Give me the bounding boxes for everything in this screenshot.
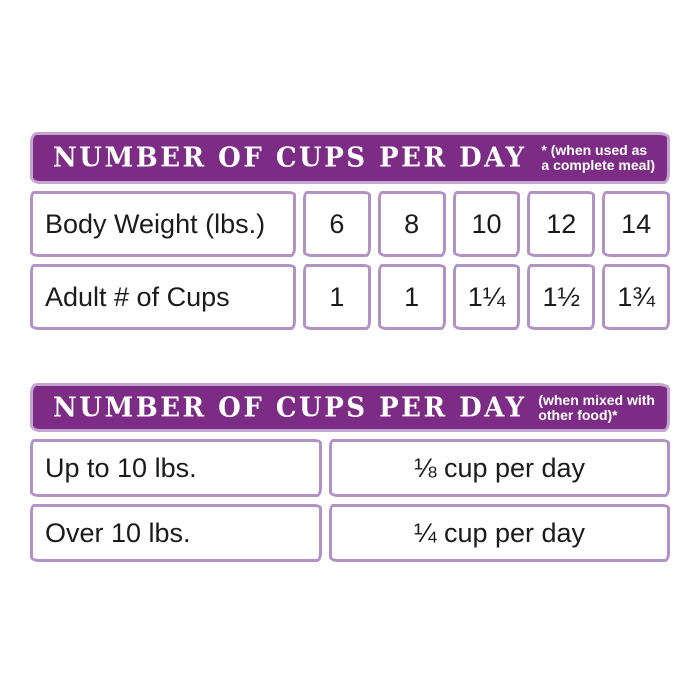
adult-cups-row — [30, 264, 670, 330]
cups-value-cell: 1½ — [527, 264, 595, 330]
table-mixed-food-title: NUMBER OF CUPS PER DAY — [53, 391, 527, 424]
up-to-10-lbs-value-cell: ⅛ cup per day — [329, 439, 670, 497]
over-10-lbs-label-cell: Over 10 lbs. — [30, 504, 322, 562]
cups-value-cell: 1 — [378, 264, 446, 330]
weight-value-cell: 12 — [527, 191, 595, 257]
weight-value-cell: 6 — [303, 191, 371, 257]
cups-value-cell: 1 — [303, 264, 371, 330]
up-to-10-lbs-label-cell: Up to 10 lbs. — [30, 439, 322, 497]
up-to-10-lbs-row — [30, 439, 670, 497]
weight-value-cell: 10 — [453, 191, 521, 257]
note-line-1: (when mixed with — [538, 391, 655, 408]
table-mixed-food — [30, 383, 670, 562]
table-complete-meal-title: NUMBER OF CUPS PER DAY — [53, 142, 527, 174]
table-complete-meal-header — [30, 132, 670, 184]
cups-value-cell: 1¼ — [453, 264, 521, 330]
table-mixed-food-note — [530, 393, 655, 423]
over-10-lbs-row — [30, 504, 670, 562]
body-weight-label-cell: Body Weight (lbs.) — [30, 191, 296, 257]
note-line-1: * (when used as — [541, 142, 648, 158]
weight-value-cell: 8 — [378, 191, 446, 257]
note-line-2: a complete meal) — [541, 157, 655, 173]
over-10-lbs-value-cell: ¼ cup per day — [329, 504, 670, 562]
note-line-2: other food)* — [538, 406, 618, 423]
table-mixed-food-header — [30, 383, 670, 432]
table-complete-meal-note — [533, 143, 655, 173]
adult-cups-label-cell: Adult # of Cups — [30, 264, 296, 330]
weight-value-cell: 14 — [602, 191, 670, 257]
body-weight-row — [30, 191, 670, 257]
cups-value-cell: 1¾ — [602, 264, 670, 330]
table-complete-meal — [30, 132, 670, 330]
